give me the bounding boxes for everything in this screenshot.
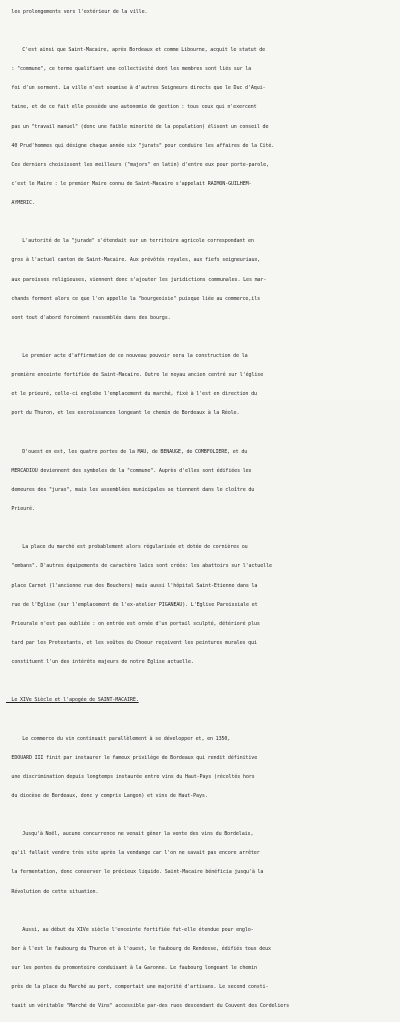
text-line: Le premier acte d'affirmation de ce nouveau pouvoir sera la construction de la — [6, 353, 248, 359]
text-line: La place du marché est probablement alors régularisée et dotée de cornières ou — [6, 544, 248, 551]
text-line: aux paroisses religieuses, viennent donc s'ajouter les juridictions communales. Les mar- — [6, 276, 267, 283]
text-line: pas un "travail manuel" (donc une faible minorité de la population) élisent un conseil de — [6, 123, 269, 130]
text-line: qu'il fallait vendre très vite après la vendange car l'on ne savait pas encore arrêter — [6, 850, 260, 857]
text-line: Jusqu'à Noël, aucune concurrence ne venait gêner la vente des vins du Bordelais, — [6, 831, 254, 838]
text-line: tuait un véritable "Marché de Vins" accessible par-des rues descendant du Couvent des Cordeliers — [6, 1003, 290, 1010]
text-line: AYMERIC. — [6, 200, 35, 206]
text-line: constituent l'un des intérêts majeurs de notre Eglise actuelle. — [6, 659, 194, 665]
text-line: Révolution de cette situation. — [6, 888, 99, 895]
blank-line — [6, 812, 398, 818]
text-line: "embans". D'autres équipements de caractère laïcs sont créés: les abattoirs sur l'actuelle — [6, 563, 272, 570]
blank-line — [6, 334, 398, 340]
section-heading: Le XIVe Siècle et l'apogée de SAINT-MACAIRE. — [6, 697, 139, 704]
text-line: première enceinte fortifiée de Saint-Macaire. Outre le noyau ancien centré sur l'église — [6, 372, 264, 379]
text-line: les prolongements vers l'extérieur de la ville. — [6, 8, 148, 15]
text-line: : "commune", ce terme qualifiant une collectivité dont les membres sont liés sur la — [6, 66, 252, 73]
blank-line — [6, 28, 398, 34]
text-line: gros à l'actuel canton de Saint-Macaire. Aux prévôtés royales, aux fiefs seigneuriaux, — [6, 257, 261, 264]
document-body — [6, 0, 398, 1022]
text-line: une discrimination depuis longtemps instaurée entre vins du Haut-Pays (récoltés hors — [6, 773, 255, 780]
blank-line — [6, 908, 398, 914]
blank-line — [6, 716, 398, 722]
text-line: taine, et de ce fait elle possède une autonomie de gestion : tous ceux qui n'exercent — [6, 104, 257, 111]
text-line: L'autorité de la "jurade" s'étendait sur un territoire agricole correspondant en — [6, 238, 254, 245]
text-line: place Carnot (l'ancienne rue des Bouchers) mais aussi l'hôpital Saint-Etienne dans la — [6, 582, 258, 589]
text-line: Le commerce du vin continuait parallèlement à se développer et, en 1350, — [6, 735, 231, 742]
text-line: rue de l'Eglise (sur l'emplacement de l'ex-atelier PIGANEAU). L'Eglise Paroissiale et — [6, 601, 258, 608]
text-line: c'est le Maire : le premier Maire connu de Saint-Macaire s'appelait RAIMON-GUILHEM- — [6, 180, 252, 187]
text-line: 40 Prud'hommes qui désigne chaque année six "jurats" pour conduire les affaires de la Cité. — [6, 142, 275, 149]
blank-line — [6, 678, 398, 684]
text-line: tard par les Protestants, et les voûtes du Choeur reçoivent les peintures murales qui — [6, 639, 257, 646]
text-line: C'est ainsi que Saint-Macaire, après Bordeaux et comme Libourne, acquit le statut de — [6, 47, 266, 53]
text-line: sont tout d'abord forcément rassemblés dans des bourgs. — [6, 314, 171, 321]
blank-line — [6, 430, 398, 436]
text-line: ber à l'est le faubourg du Thuron et à l'ouest, le faubourg de Rendesse, édifiés tous deux — [6, 945, 271, 952]
text-line: sur les pentes du promontoire conduisant à la Garonne. Le faubourg longeant le chemin — [6, 965, 257, 971]
text-line: près de la place du Marché au port, comportait une majorité d'artisans. Le second consti- — [6, 984, 269, 991]
blank-line — [6, 219, 398, 225]
text-line: et le prieuré, celle-ci englobe l'emplacement du marché, fixé à l'est en direction du — [6, 391, 257, 398]
text-line: Prieurale n'est pas oubliée : on entrée est ornée d'un portail sculpté, détérioré plus — [6, 620, 260, 627]
blank-line — [6, 525, 398, 531]
text-line: foi d'un serment. La ville n'est soumise à d'autres Seigneurs directs que le Duc d'Aqui- — [6, 85, 266, 92]
text-line: du diocèse de Bordeaux, donc y compris Langon) et vins de Haut-Pays. — [6, 792, 208, 799]
text-line: D'ouest en est, les quatre portes de la MAU, de BENAUGE, de COMBFOLIERE, et du — [6, 448, 248, 455]
text-line: Prieuré. — [6, 506, 35, 512]
text-line: la fermentation, donc conserver le précieux liquide. Saint-Macaire bénéficia jusqu'à la — [6, 869, 264, 876]
text-line: chands forment alors ce que l'on appelle la "bourgeoisie" puisque liée au commerce,ils — [6, 295, 261, 302]
text-line: MERCADIOU deviennent des symboles de la "commune". Auprès d'elles sont édifiées les — [6, 467, 252, 474]
text-line: Aussi, au début du XIVe siècle l'enceinte fortifiée fut-elle étendue pour englo- — [6, 926, 254, 933]
text-line: port du Thuron, et les excroissances longeant le chemin de Bordeaux à la Réole. — [6, 410, 240, 417]
text-line: EDOUARD III finit par instaurer le fameux privilège de Bordeaux qui rendit définitive — [6, 754, 258, 761]
text-line: Ces derniers choisissent les meilleurs ("majors" en latin) d'entre eux pour porte-parole, — [6, 161, 269, 168]
text-line: demeures des "juras", mais les assemblées municipales se tiennent dans le cloître du — [6, 486, 255, 493]
